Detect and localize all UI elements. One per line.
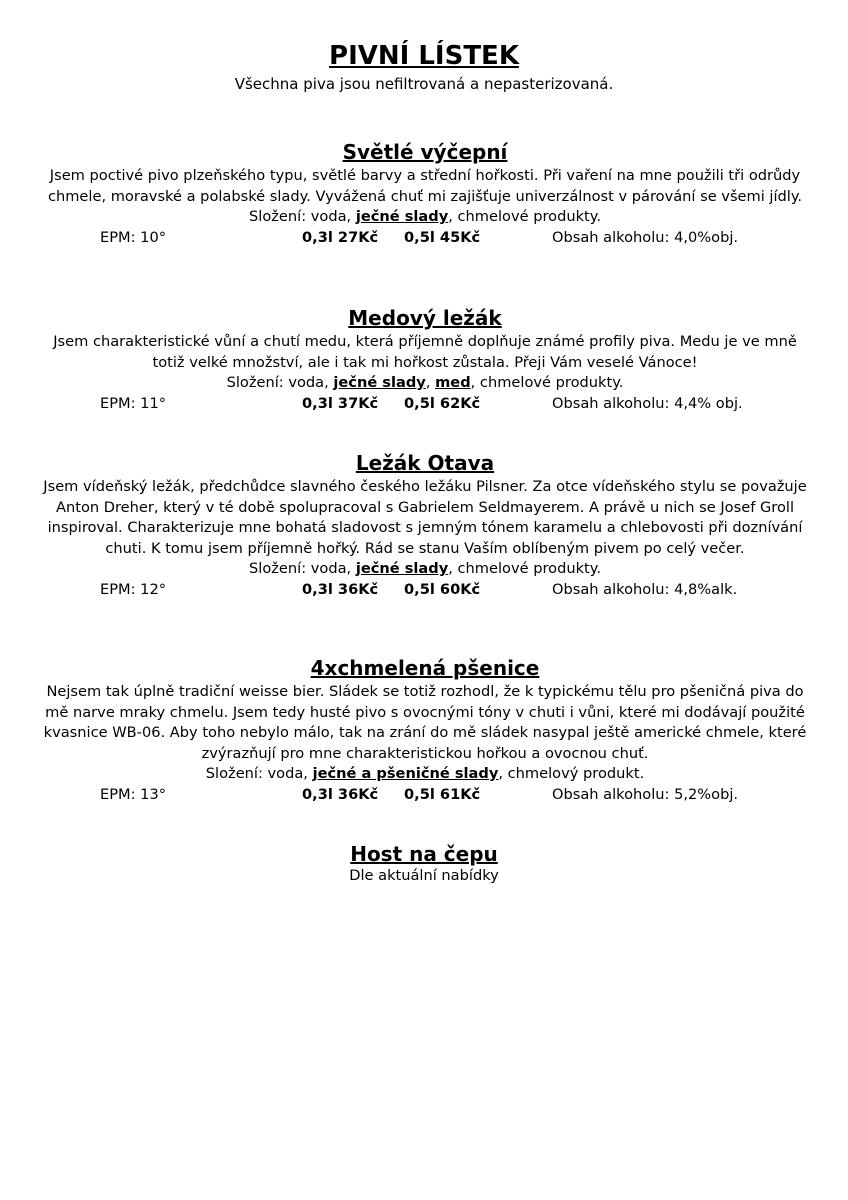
price-03: 0,3l 37Kč: [302, 394, 379, 412]
beer-composition: [40, 207, 810, 228]
beer-name: Ležák Otava: [355, 451, 495, 475]
beer-stats: [40, 228, 810, 248]
price-05: 0,5l 45Kč: [404, 228, 481, 246]
price-05: 0,5l 60Kč: [404, 580, 481, 598]
page-subtitle: Všechna piva jsou nefiltrovaná a nepasterizovaná.: [234, 75, 614, 93]
composition-highlight: ječné slady: [355, 560, 449, 577]
beer-alcohol: Obsah alkoholu: 5,2%obj.: [552, 785, 739, 803]
beer-name: 4xchmelená pšenice: [310, 656, 540, 680]
composition-highlight-2: med: [435, 374, 471, 391]
beer-description: Nejsem tak úplně tradiční weisse bier. Sládek se totiž rozhodl, že k typickému tělu pro pšeničná piva do mě narve mraky chmelu. Jsem tedy husté pivo s ovocnými tóny v chuti i vůni, které mi dodávají použité kvasnice WB-06. Aby toho nebylo málo, tak na zrání do mě sládek nasypal ještě americké chmele, které zvýrazňují pro mne charakteristickou hořkou a ovocnou chuť.: [43, 683, 807, 762]
beer-alcohol: Obsah alkoholu: 4,0%obj.: [552, 228, 739, 246]
beer-epm: EPM: 11°: [100, 394, 167, 412]
beer-section-medovy-lezak: [40, 306, 810, 414]
guest-beer-name: Host na čepu: [350, 842, 498, 866]
guest-beer-section: [0, 842, 848, 886]
composition-middle: ,: [425, 374, 436, 391]
beer-description: Jsem charakteristické vůní a chutí medu, která příjemně doplňuje známé profily piva. Medu je ve mně totiž velké množství, ale i tak mi hořkost zůstala. Přeji Vám veselé Vánoce!: [53, 333, 797, 371]
beer-epm: EPM: 12°: [100, 580, 167, 598]
page-title: PIVNÍ LÍSTEK: [329, 41, 519, 71]
beer-composition: [40, 764, 810, 785]
beer-name: Světlé výčepní: [342, 140, 508, 164]
beer-composition: [40, 373, 810, 394]
beer-name: Medový ležák: [348, 306, 502, 330]
price-05: 0,5l 61Kč: [404, 785, 481, 803]
composition-suffix: , chmelové produkty.: [448, 560, 601, 577]
composition-highlight: ječné a pšeničné slady: [312, 765, 499, 782]
beer-section-svetle-vycepni: [40, 140, 810, 248]
composition-suffix: , chmelové produkty.: [470, 374, 624, 391]
price-03: 0,3l 36Kč: [302, 785, 379, 803]
beer-section-lezak-otava: [40, 451, 810, 600]
price-03: 0,3l 27Kč: [302, 228, 379, 246]
beer-description: Jsem vídeňský ležák, předchůdce slavného českého ležáku Pilsner. Za otce vídeňského stylu se považuje Anton Dreher, který v té době spolupracoval s Gabrielem Seldmayerem. A právě u nich se Josef Groll inspiroval. Charakterizuje mne bohatá sladovost s jemným tónem karamelu a chlebovosti při doznívání chuti. K tomu jsem příjemně hořký. Rád se stanu Vaším oblíbeným pivem po celý večer.: [43, 478, 807, 557]
beer-composition: [40, 559, 810, 580]
composition-prefix: Složení: voda,: [249, 208, 356, 225]
composition-highlight: ječné slady: [333, 374, 426, 391]
composition-prefix: Složení: voda,: [226, 374, 334, 391]
beer-epm: EPM: 13°: [100, 785, 167, 803]
composition-prefix: Složení: voda,: [249, 560, 356, 577]
composition-prefix: Složení: voda,: [205, 765, 313, 782]
beer-stats: [40, 580, 810, 600]
beer-section-4xchmelena-psenice: [40, 656, 810, 805]
price-05: 0,5l 62Kč: [404, 394, 481, 412]
composition-suffix: , chmelový produkt.: [498, 765, 645, 782]
price-03: 0,3l 36Kč: [302, 580, 379, 598]
guest-beer-description: Dle aktuální nabídky: [349, 867, 499, 884]
beer-description: Jsem poctivé pivo plzeňského typu, světlé barvy a střední hořkosti. Při vaření na mne použili tři odrůdy chmele, moravské a polabské slady. Vyvážená chuť mi zajišťuje univerzálnost v párování se všemi jídly.: [47, 167, 803, 205]
composition-highlight: ječné slady: [355, 208, 449, 225]
beer-alcohol: Obsah alkoholu: 4,4% obj.: [552, 394, 743, 412]
beer-epm: EPM: 10°: [100, 228, 167, 246]
beer-stats: [40, 785, 810, 805]
beer-alcohol: Obsah alkoholu: 4,8%alk.: [552, 580, 738, 598]
beer-stats: [40, 394, 810, 414]
composition-suffix: , chmelové produkty.: [448, 208, 601, 225]
